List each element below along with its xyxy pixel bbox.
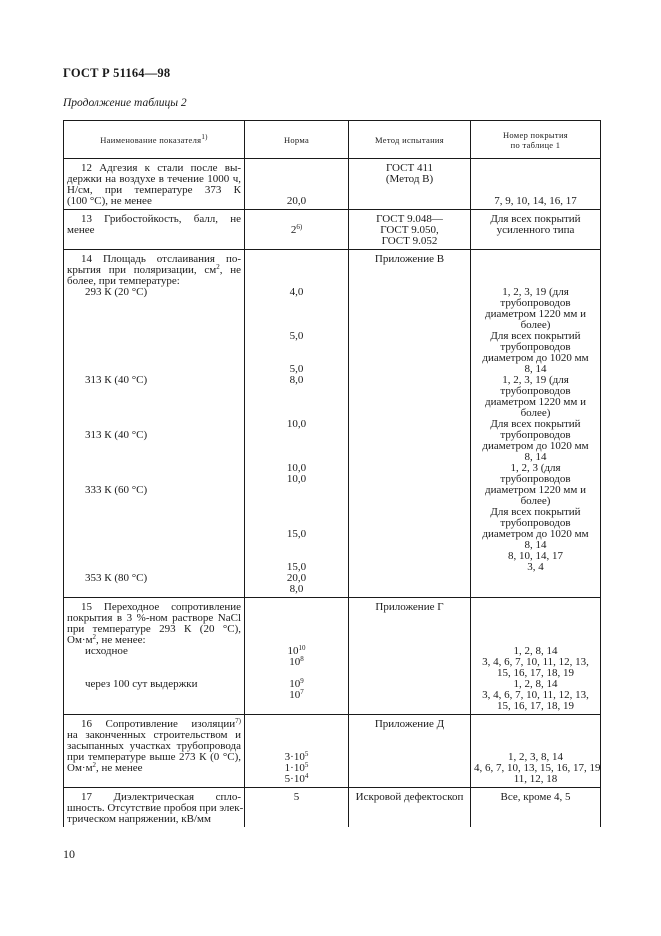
coating-cell: Все, кроме 4, 5 bbox=[471, 788, 601, 828]
norm-cell: 20,0 bbox=[245, 159, 349, 210]
method-cell: Искровой дефектоскоп bbox=[349, 788, 471, 828]
table-header-row bbox=[64, 121, 601, 159]
indicator-name-cell: 16 Сопротивление изоляции$^{7)}$ на законченных строительством и засыпанных участках трубопровода при температуре выше 273 К (0 °С), $Ом\cdot м^2$, не менее bbox=[64, 715, 245, 788]
method-cell: Приложение Д bbox=[349, 715, 471, 788]
indicator-name-cell: 13 Грибостойкость, балл, не менее bbox=[64, 210, 245, 250]
norm-cell: 2$^{6)}$ bbox=[245, 210, 349, 250]
table-row bbox=[64, 250, 601, 598]
indicator-name-cell: 15 Переходное сопротивление покрытия в 3 %-ном растворе NaCl при температуре 293 К (20 °С), $Ом\cdot м^2$, не менее: исходное через 100 сут выдержки bbox=[64, 598, 245, 715]
method-cell: ГОСТ 9.048— ГОСТ 9.050, ГОСТ 9.052 bbox=[349, 210, 471, 250]
column-header-norm: Норма bbox=[245, 121, 349, 159]
coating-cell: Для всех покрытий усиленного типа bbox=[471, 210, 601, 250]
norm-cell: $3\cdot 10^5$ $1\cdot 10^5$ $5\cdot 10^4$ bbox=[245, 715, 349, 788]
document-header: ГОСТ Р 51164—98 bbox=[63, 66, 171, 80]
norm-cell: 5 bbox=[245, 788, 349, 828]
coating-cell: 7, 9, 10, 14, 16, 17 bbox=[471, 159, 601, 210]
method-cell: ГОСТ 411 (Метод В) bbox=[349, 159, 471, 210]
indicator-name-cell: 17 Диэлектрическая спло- шность. Отсутствие пробоя при элек- трическом напряжении, кВ/мм bbox=[64, 788, 245, 828]
table-continuation-caption: Продолжение таблицы 2 bbox=[63, 97, 187, 109]
coating-cell: 1, 2, 8, 14 3, 4, 6, 7, 10, 11, 12, 13, 15, 16, 17, 18, 19 1, 2, 8, 14 3, 4, 6, 7, 10, 11, 12, 13, 15, 16, 17, 18, 19 bbox=[471, 598, 601, 715]
table-row bbox=[64, 159, 601, 210]
column-header-name: Наименование показателя$^{1)}$ bbox=[64, 121, 245, 159]
table-row bbox=[64, 210, 601, 250]
column-header-method: Метод испытания bbox=[349, 121, 471, 159]
norm-cell: $10^{10}$ $10^8$ $10^9$ $10^7$ bbox=[245, 598, 349, 715]
table-row bbox=[64, 788, 601, 828]
column-header-coating: Номер покрытия по таблице 1 bbox=[471, 121, 601, 159]
page-number: 10 bbox=[63, 847, 75, 861]
method-cell: Приложение В bbox=[349, 250, 471, 598]
table-row bbox=[64, 715, 601, 788]
table-row bbox=[64, 598, 601, 715]
indicator-name-cell: 14 Площадь отслаивания по- крытия при поляризации, $см^2$, не более, при температуре: 293 К (20 °С) 313 К (40 °С) 313 К (40 °С) 333 К (60 °С) 353 К (80 °С) bbox=[64, 250, 245, 598]
method-cell: Приложение Г bbox=[349, 598, 471, 715]
norm-cell: 4,0 5,0 5,0 8,0 10,0 10,0 10,0 15,0 15,0 20,0 8,0 bbox=[245, 250, 349, 598]
coating-cell: 1, 2, 3, 8, 14 4, 6, 7, 10, 13, 15, 16, 17, 19 11, 12, 18 bbox=[471, 715, 601, 788]
coating-cell: 1, 2, 3, 19 (для трубопроводов диаметром 1220 мм и более) Для всех покрытий трубопроводов диаметром до 1020 мм 8, 14 1, 2, 3, 19 (для трубопроводов диаметром 1220 мм и более) Для всех покрытий трубопроводов диаметром до 1020 мм 8, 14 1, 2, 3 (для трубопроводов диаметром 1220 мм и более) Для всех покрытий трубопроводов диаметром до 1020 мм 8, 14 8, 10, 14, 17 3, 4 bbox=[471, 250, 601, 598]
specification-table bbox=[63, 120, 601, 827]
indicator-name-cell: 12 Адгезия к стали после вы- держки на воздухе в течение 1000 ч, Н/см, при температуре 373 К (100 °С), не менее bbox=[64, 159, 245, 210]
